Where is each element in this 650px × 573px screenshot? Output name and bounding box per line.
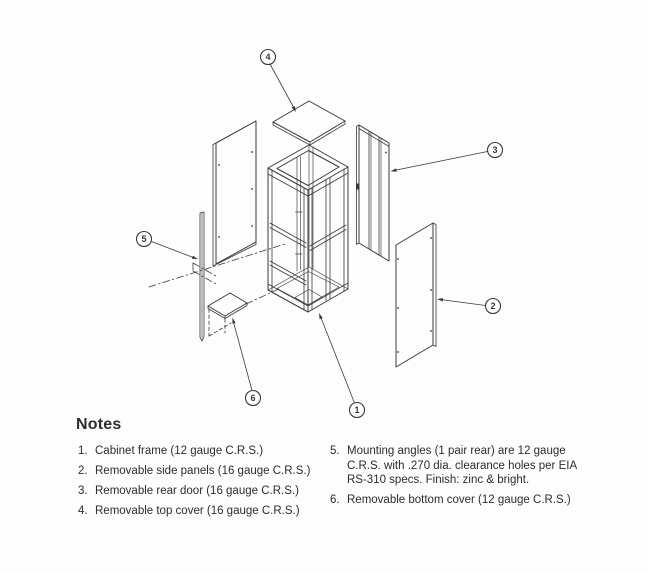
note-text: Cabinet frame (12 gauge C.R.S.): [95, 445, 264, 457]
top-cover: [273, 101, 345, 145]
note-number: 3.: [78, 485, 88, 497]
note-item-4: [78, 504, 343, 519]
note-text: Removable rear door (16 gauge C.R.S.): [95, 485, 299, 497]
callout-balloon-6: [246, 391, 261, 406]
note-text: Removable side panels (16 gauge C.R.S.): [95, 465, 311, 477]
note-item-2: [78, 464, 343, 479]
note-item-5: [330, 444, 587, 488]
mounting-angle: [200, 212, 204, 341]
callout-balloon-2: [486, 299, 501, 314]
note-number: 2.: [78, 465, 88, 477]
note-item-1: [78, 444, 343, 459]
note-text: Removable bottom cover (12 gauge C.R.S.): [347, 494, 571, 506]
left-side-panel: [213, 121, 256, 266]
callout-number-4: 4: [265, 52, 271, 63]
callout-number-6: 6: [250, 393, 256, 404]
notes-list-right: [330, 444, 587, 513]
notes-title: Notes: [76, 416, 122, 433]
note-number: 6.: [330, 494, 340, 506]
callout-balloon-4: [261, 50, 276, 65]
right-side-panel: [396, 223, 436, 367]
callout-balloon-3: [488, 143, 503, 158]
callout-balloon-5: [137, 232, 152, 247]
note-item-3: [78, 484, 343, 499]
door-latch: [356, 184, 359, 190]
note-item-6: [330, 493, 587, 508]
rear-door: [356, 125, 389, 261]
note-number: 1.: [78, 445, 88, 457]
note-text: Mounting angles (1 pair rear) are 12 gauge C.R.S. with .270 dia. clearance holes per EIA RS-310 specs. Finish: zinc & bright.: [347, 445, 577, 486]
phantom-centerlines: [149, 244, 285, 336]
note-number: 4.: [78, 505, 88, 517]
callout-number-3: 3: [492, 145, 498, 156]
cabinet-frame: [268, 145, 348, 312]
callout-number-1: 1: [354, 405, 360, 416]
callout-number-5: 5: [141, 234, 147, 245]
notes-list-left: [78, 444, 343, 524]
note-number: 5.: [330, 445, 340, 457]
notes-section: [0, 408, 650, 573]
note-text: Removable top cover (16 gauge C.R.S.): [95, 505, 300, 517]
callout-number-2: 2: [490, 301, 496, 312]
bottom-cover: [208, 293, 247, 319]
